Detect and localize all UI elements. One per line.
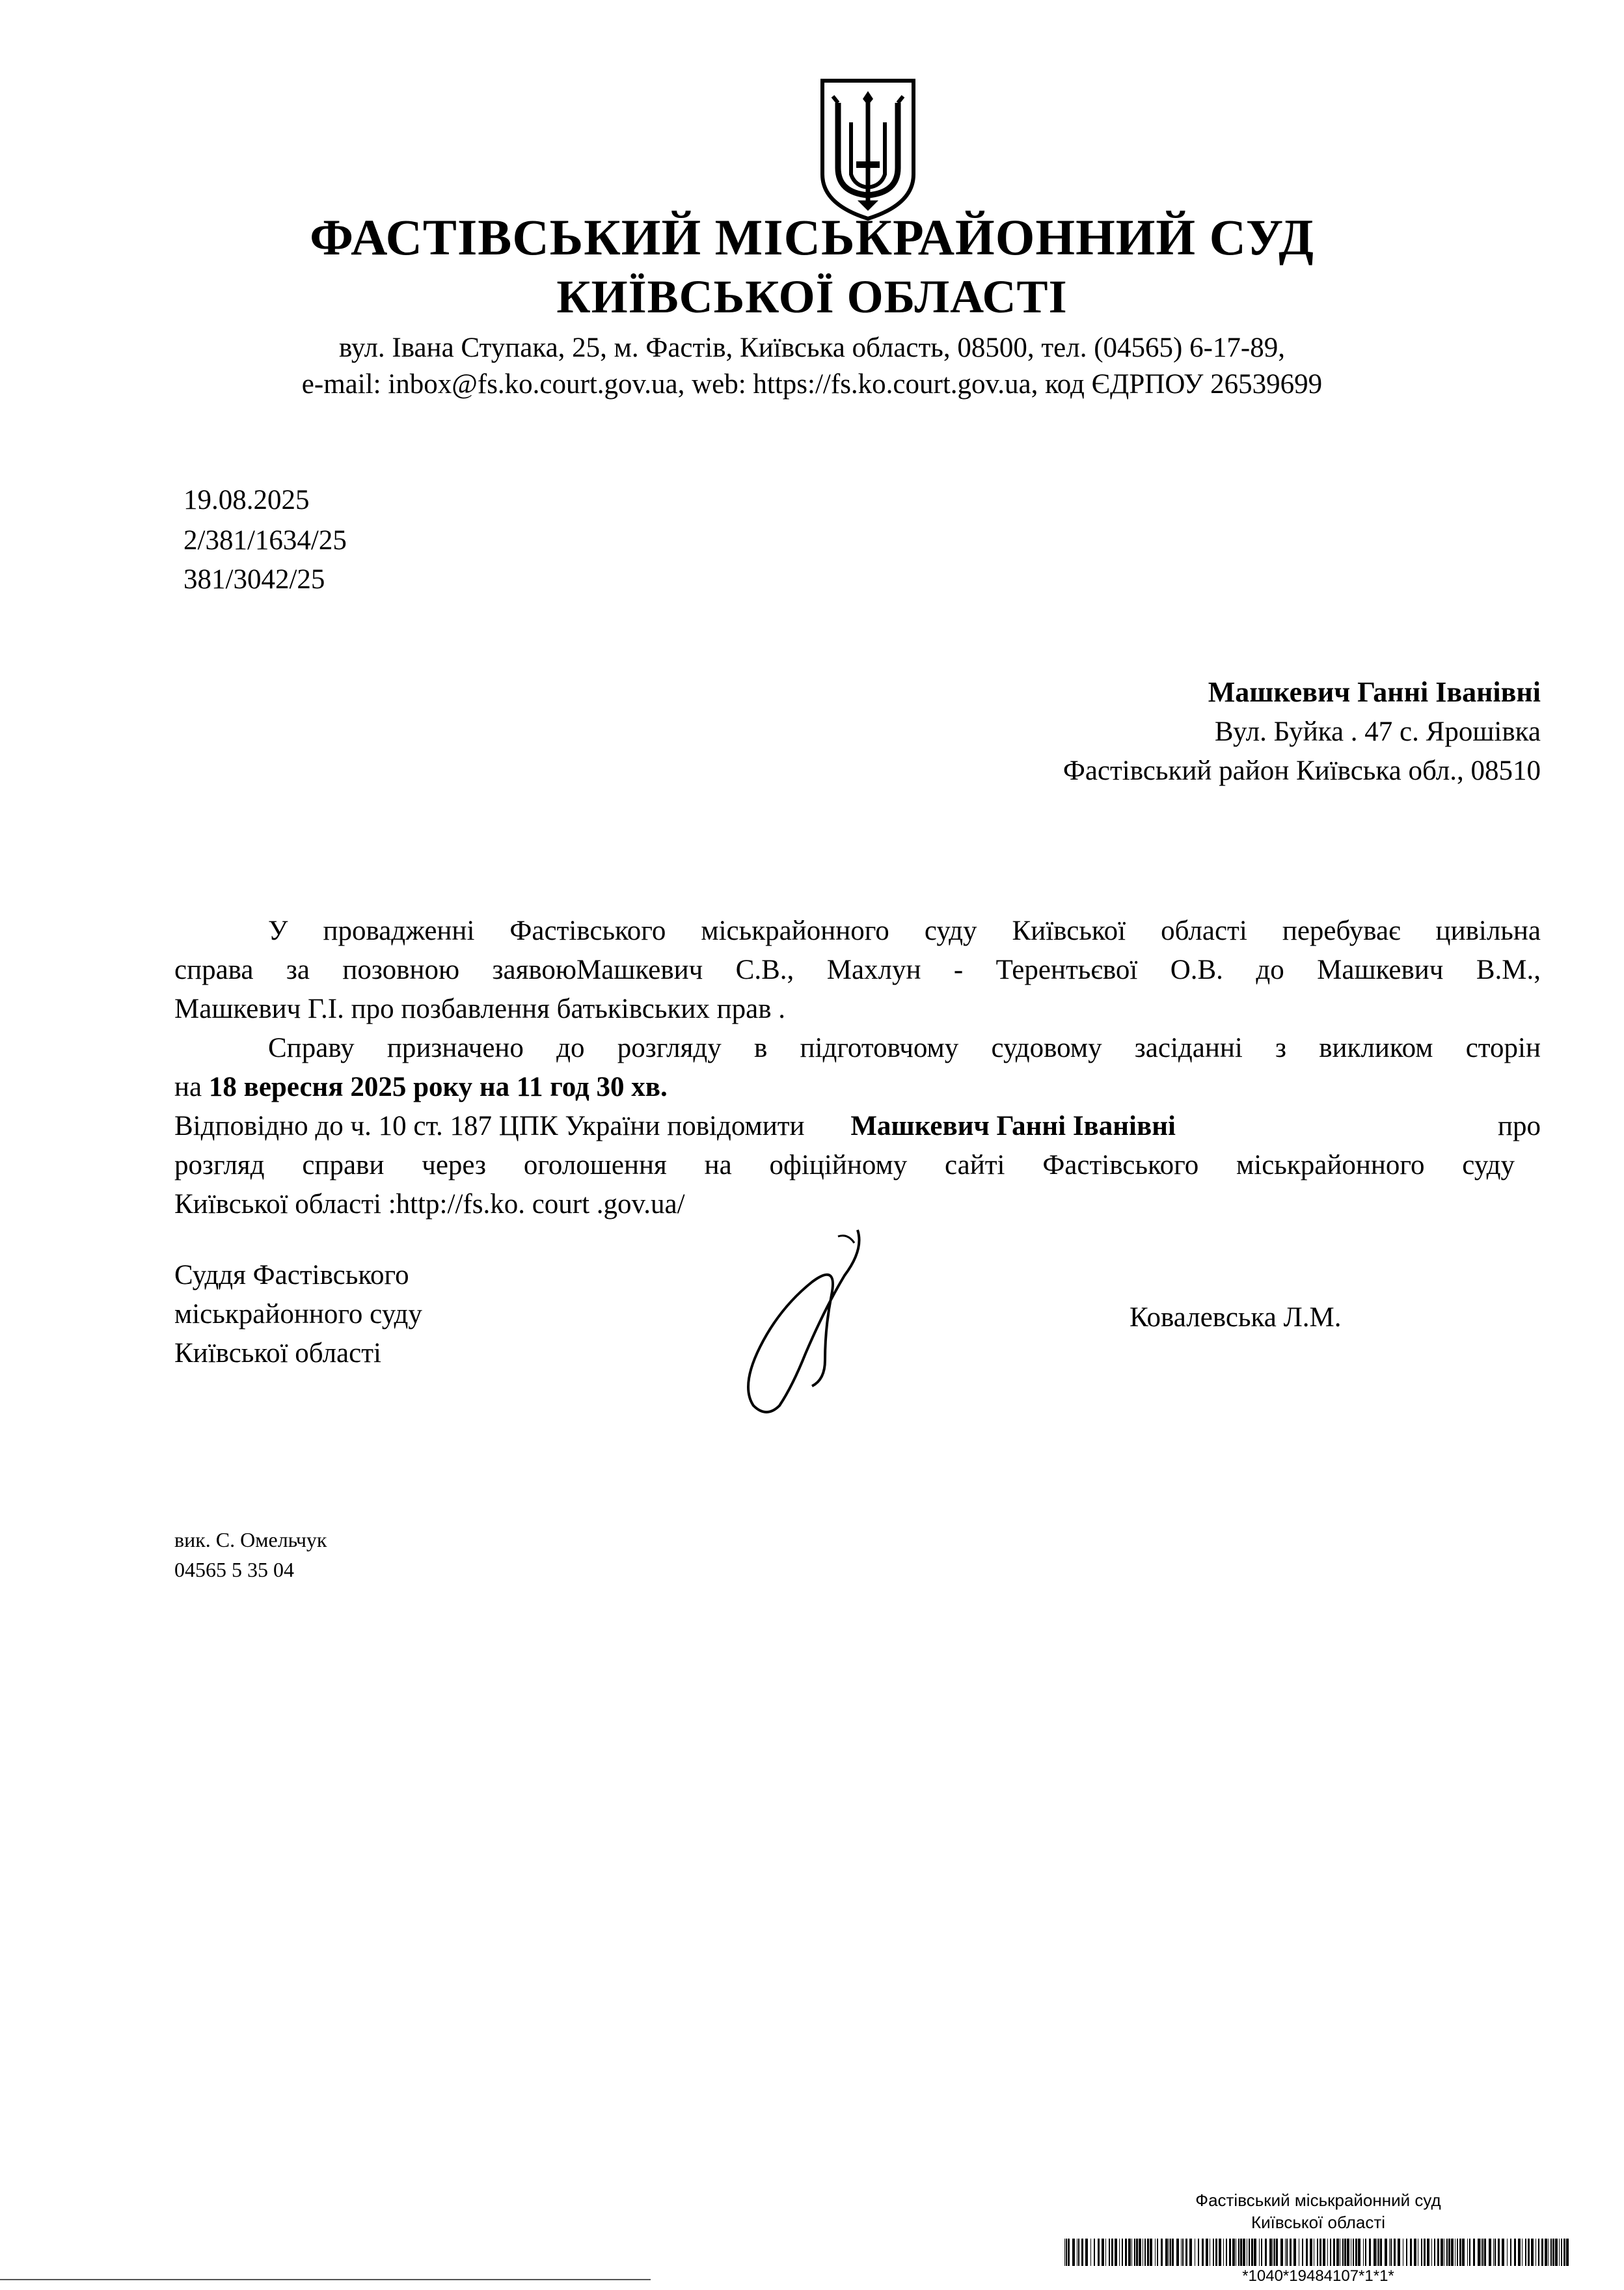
barcode-bar xyxy=(1441,2239,1443,2266)
ukraine-trident-icon xyxy=(819,77,917,223)
barcode-bar xyxy=(1189,2239,1192,2266)
barcode-bar xyxy=(1064,2239,1065,2266)
barcode-bar xyxy=(1555,2239,1558,2266)
barcode-bar xyxy=(1421,2239,1422,2266)
barcode-bar xyxy=(1327,2239,1328,2266)
barcode-bar xyxy=(1481,2239,1482,2266)
barcode-bar xyxy=(1240,2239,1242,2266)
barcode-bar xyxy=(1451,2239,1454,2266)
barcode-bar xyxy=(1525,2239,1526,2266)
barcode-bar xyxy=(1344,2239,1346,2266)
barcode-bar xyxy=(1489,2239,1491,2266)
barcode-bar xyxy=(1502,2239,1504,2266)
barcode-bar xyxy=(1215,2239,1217,2266)
barcode-bar xyxy=(1414,2239,1416,2266)
barcode-bar xyxy=(1457,2239,1458,2266)
barcode-bar xyxy=(1336,2239,1339,2266)
barcode-bar xyxy=(1510,2239,1511,2266)
barcode-bar xyxy=(1548,2239,1549,2266)
barcode-bar xyxy=(1249,2239,1250,2266)
barcode-bar xyxy=(1482,2239,1483,2266)
barcode-bar xyxy=(1254,2239,1256,2266)
barcode-bar xyxy=(1181,2239,1182,2266)
barcode-bar xyxy=(1385,2239,1387,2266)
barcode-bar xyxy=(1131,2239,1132,2266)
barcode-bar xyxy=(1495,2239,1496,2266)
recipient-name: Машкевич Ганні Іванівні xyxy=(1208,676,1541,708)
barcode-bar xyxy=(1176,2239,1179,2266)
barcode-bar xyxy=(1302,2239,1303,2266)
letter-body xyxy=(174,911,1541,1220)
recipient-street: Вул. Буйка . 47 с. Ярошівка xyxy=(1214,716,1541,747)
hearing-datetime: 18 вересня 2025 року на 11 год 30 хв. xyxy=(208,1072,668,1102)
barcode-bar xyxy=(1378,2239,1379,2266)
body-line: Київської області :http://fs.ko. court .gov.ua/ xyxy=(174,1189,685,1220)
barcode-bar xyxy=(1276,2239,1278,2266)
barcode-bar xyxy=(1185,2239,1187,2266)
barcode-bar xyxy=(1261,2239,1262,2266)
barcode-bar xyxy=(1125,2239,1127,2266)
barcode-bar xyxy=(1306,2239,1308,2266)
case-number: 381/3042/25 xyxy=(183,564,325,595)
executor-phone: 04565 5 35 04 xyxy=(174,1558,294,1581)
barcode-bar xyxy=(1213,2239,1214,2266)
barcode-bar xyxy=(1111,2239,1113,2266)
barcode-bar xyxy=(1469,2239,1470,2266)
barcode-bar xyxy=(1280,2239,1283,2266)
barcode-bar xyxy=(1155,2239,1156,2266)
barcode-bar xyxy=(1293,2239,1296,2266)
barcode-bar xyxy=(1202,2239,1204,2266)
barcode-text: *1040*19484107*1*1* xyxy=(1242,2267,1394,2285)
judge-title-line: Київської області xyxy=(174,1338,381,1369)
barcode-bar xyxy=(1369,2239,1371,2266)
barcode-bar xyxy=(1144,2239,1146,2266)
stamp-line2: Київської області xyxy=(1251,2213,1386,2232)
barcode-bar xyxy=(1566,2239,1569,2266)
barcode-bar xyxy=(1493,2239,1494,2266)
barcode-bar xyxy=(1310,2239,1312,2266)
barcode-bar xyxy=(1427,2239,1429,2266)
barcode-bar xyxy=(1498,2239,1500,2266)
barcode-bar xyxy=(1172,2239,1174,2266)
barcode-bar xyxy=(1380,2239,1382,2266)
judge-title-line: міськрайонного суду xyxy=(174,1299,422,1329)
body-line: Машкевич Г.І. про позбавлення батьківських прав . xyxy=(174,994,786,1024)
barcode-bar xyxy=(1467,2239,1468,2266)
court-address: вул. Івана Ступака, 25, м. Фастів, Київська область, 08500, тел. (04565) 6-17-89, xyxy=(339,333,1285,363)
stamp-line1: Фастівський міськрайонний суд xyxy=(1195,2190,1441,2210)
barcode-bar xyxy=(1437,2239,1439,2266)
barcode-bar xyxy=(1226,2239,1227,2266)
barcode-bar xyxy=(1081,2239,1083,2266)
notify-suffix: про xyxy=(1497,1111,1541,1141)
barcode-bar xyxy=(1363,2239,1364,2266)
barcode-bar xyxy=(1170,2239,1171,2266)
barcode-bar xyxy=(1109,2239,1110,2266)
barcode-bar xyxy=(1424,2239,1426,2266)
barcode-bar xyxy=(1206,2239,1208,2266)
barcode-bar xyxy=(1434,2239,1435,2266)
barcode-bar xyxy=(1389,2239,1390,2266)
barcode-bar xyxy=(1098,2239,1100,2266)
signature-icon xyxy=(734,1223,890,1419)
barcode-bar xyxy=(1559,2239,1560,2266)
barcode-bar xyxy=(1259,2239,1260,2266)
barcode-bar xyxy=(1290,2239,1292,2266)
barcode-bar xyxy=(1269,2239,1272,2266)
judge-name: Ковалевська Л.М. xyxy=(1130,1302,1342,1333)
barcode-bar xyxy=(1448,2239,1450,2266)
barcode-bar xyxy=(1353,2239,1354,2266)
barcode-bar xyxy=(1545,2239,1547,2266)
barcode-bar xyxy=(1105,2239,1106,2266)
barcode-bar xyxy=(1139,2239,1141,2266)
barcode-bar xyxy=(1068,2239,1070,2266)
barcode-bar xyxy=(1390,2239,1392,2266)
barcode-bar xyxy=(1232,2239,1235,2266)
barcode-bar xyxy=(1410,2239,1412,2266)
barcode-bar xyxy=(1552,2239,1554,2266)
notify-person: Машкевич Ганні Іванівні xyxy=(850,1111,1176,1141)
barcode-bar xyxy=(1157,2239,1158,2266)
barcode-bar xyxy=(1514,2239,1516,2266)
hearing-date-line xyxy=(174,1067,1541,1108)
barcode-bar xyxy=(1342,2239,1344,2266)
barcode-bar xyxy=(1265,2239,1267,2266)
barcode-bar xyxy=(1229,2239,1231,2266)
barcode-bar xyxy=(1198,2239,1199,2266)
barcode-bar xyxy=(1223,2239,1224,2266)
barcode-bar xyxy=(1446,2239,1448,2266)
judge-title-line: Суддя Фастівського xyxy=(174,1260,409,1290)
barcode-bar xyxy=(1072,2239,1075,2266)
barcode-bar xyxy=(1238,2239,1239,2266)
barcode-bar xyxy=(1507,2239,1508,2266)
barcode-bar xyxy=(1251,2239,1253,2266)
barcode-bar xyxy=(1394,2239,1396,2266)
barcode-bar xyxy=(1150,2239,1152,2266)
barcode-bar xyxy=(1147,2239,1149,2266)
barcode-bar xyxy=(1541,2239,1543,2266)
letter-date: 19.08.2025 xyxy=(183,485,310,515)
recipient-district: Фастівський район Київська обл., 08510 xyxy=(1062,756,1541,786)
barcode-bar xyxy=(1102,2239,1104,2266)
court-name-line1: ФАСТІВСЬКИЙ МІСЬКРАЙОННИЙ СУД xyxy=(310,209,1314,266)
barcode-bar xyxy=(1347,2239,1349,2266)
barcode-bar xyxy=(1090,2239,1091,2266)
barcode-bar xyxy=(1563,2239,1565,2266)
barcode-bar xyxy=(1136,2239,1138,2266)
barcode-bar xyxy=(1094,2239,1095,2266)
notify-line xyxy=(174,1106,1541,1147)
body-line: Справу призначено до розгляду в підготовчому судовому засіданні з викликом сторін xyxy=(268,1033,1541,1063)
outgoing-number: 2/381/1634/25 xyxy=(183,525,347,556)
barcode-bar xyxy=(1462,2239,1465,2266)
court-name-line2: КИЇВСЬКОЇ ОБЛАСТІ xyxy=(556,271,1068,323)
barcode-bar xyxy=(1320,2239,1321,2266)
barcode-bar xyxy=(1115,2239,1117,2266)
barcode-bar xyxy=(1518,2239,1521,2266)
barcode-bar xyxy=(1478,2239,1480,2266)
court-contacts: e-mail: inbox@fs.ko.court.gov.ua, web: https://fs.ko.court.gov.ua, код ЄДРПОУ 26539699 xyxy=(301,369,1323,400)
body-line: справа за позовною заявоюМашкевич С.В., Махлун - Терентьєвої О.В. до Машкевич В.М., xyxy=(174,955,1541,985)
barcode-bar xyxy=(1317,2239,1318,2266)
barcode-bar xyxy=(1333,2239,1335,2266)
barcode-bar xyxy=(1122,2239,1123,2266)
barcode-bar xyxy=(1323,2239,1325,2266)
barcode-bar xyxy=(1274,2239,1275,2266)
barcode-bar xyxy=(1473,2239,1475,2266)
barcode xyxy=(1064,2239,1572,2266)
barcode-bar xyxy=(1134,2239,1135,2266)
barcode-bar xyxy=(1182,2239,1184,2266)
barcode-bar xyxy=(1355,2239,1357,2266)
page-divider xyxy=(0,2279,651,2280)
barcode-bar xyxy=(1365,2239,1366,2266)
barcode-bar xyxy=(1128,2239,1131,2266)
barcode-bar xyxy=(1243,2239,1245,2266)
barcode-bar xyxy=(1561,2239,1562,2266)
barcode-bar xyxy=(1550,2239,1552,2266)
barcode-bar xyxy=(1459,2239,1461,2266)
executor-name: вик. С. Омельчук xyxy=(174,1528,327,1551)
barcode-bar xyxy=(1531,2239,1534,2266)
barcode-bar xyxy=(1484,2239,1486,2266)
notify-prefix: Відповідно до ч. 10 ст. 187 ЦПК України повідомити xyxy=(174,1111,805,1141)
barcode-bar xyxy=(1285,2239,1286,2266)
barcode-bar xyxy=(1161,2239,1163,2266)
barcode-bar xyxy=(1374,2239,1376,2266)
barcode-bar xyxy=(1078,2239,1079,2266)
barcode-bar xyxy=(1538,2239,1539,2266)
barcode-bar xyxy=(1085,2239,1088,2266)
barcode-bar xyxy=(1119,2239,1120,2266)
barcode-bar xyxy=(1066,2239,1067,2266)
barcode-bar xyxy=(1219,2239,1221,2266)
barcode-bar xyxy=(1406,2239,1407,2266)
barcode-bar xyxy=(1286,2239,1288,2266)
barcode-bar xyxy=(1165,2239,1168,2266)
barcode-bar xyxy=(1528,2239,1530,2266)
barcode-bar xyxy=(1431,2239,1432,2266)
hearing-prefix: на xyxy=(174,1072,202,1102)
judge-title xyxy=(174,1256,422,1373)
barcode-bar xyxy=(1358,2239,1360,2266)
body-line: розгляд справи через оголошення на офіційному сайті Фастівського міськрайонного суду xyxy=(174,1150,1515,1180)
barcode-bar xyxy=(1330,2239,1331,2266)
body-line: У провадженні Фастівського міськрайонного суду Київської області перебуває цивільна xyxy=(268,916,1541,946)
barcode-bar xyxy=(1398,2239,1400,2266)
